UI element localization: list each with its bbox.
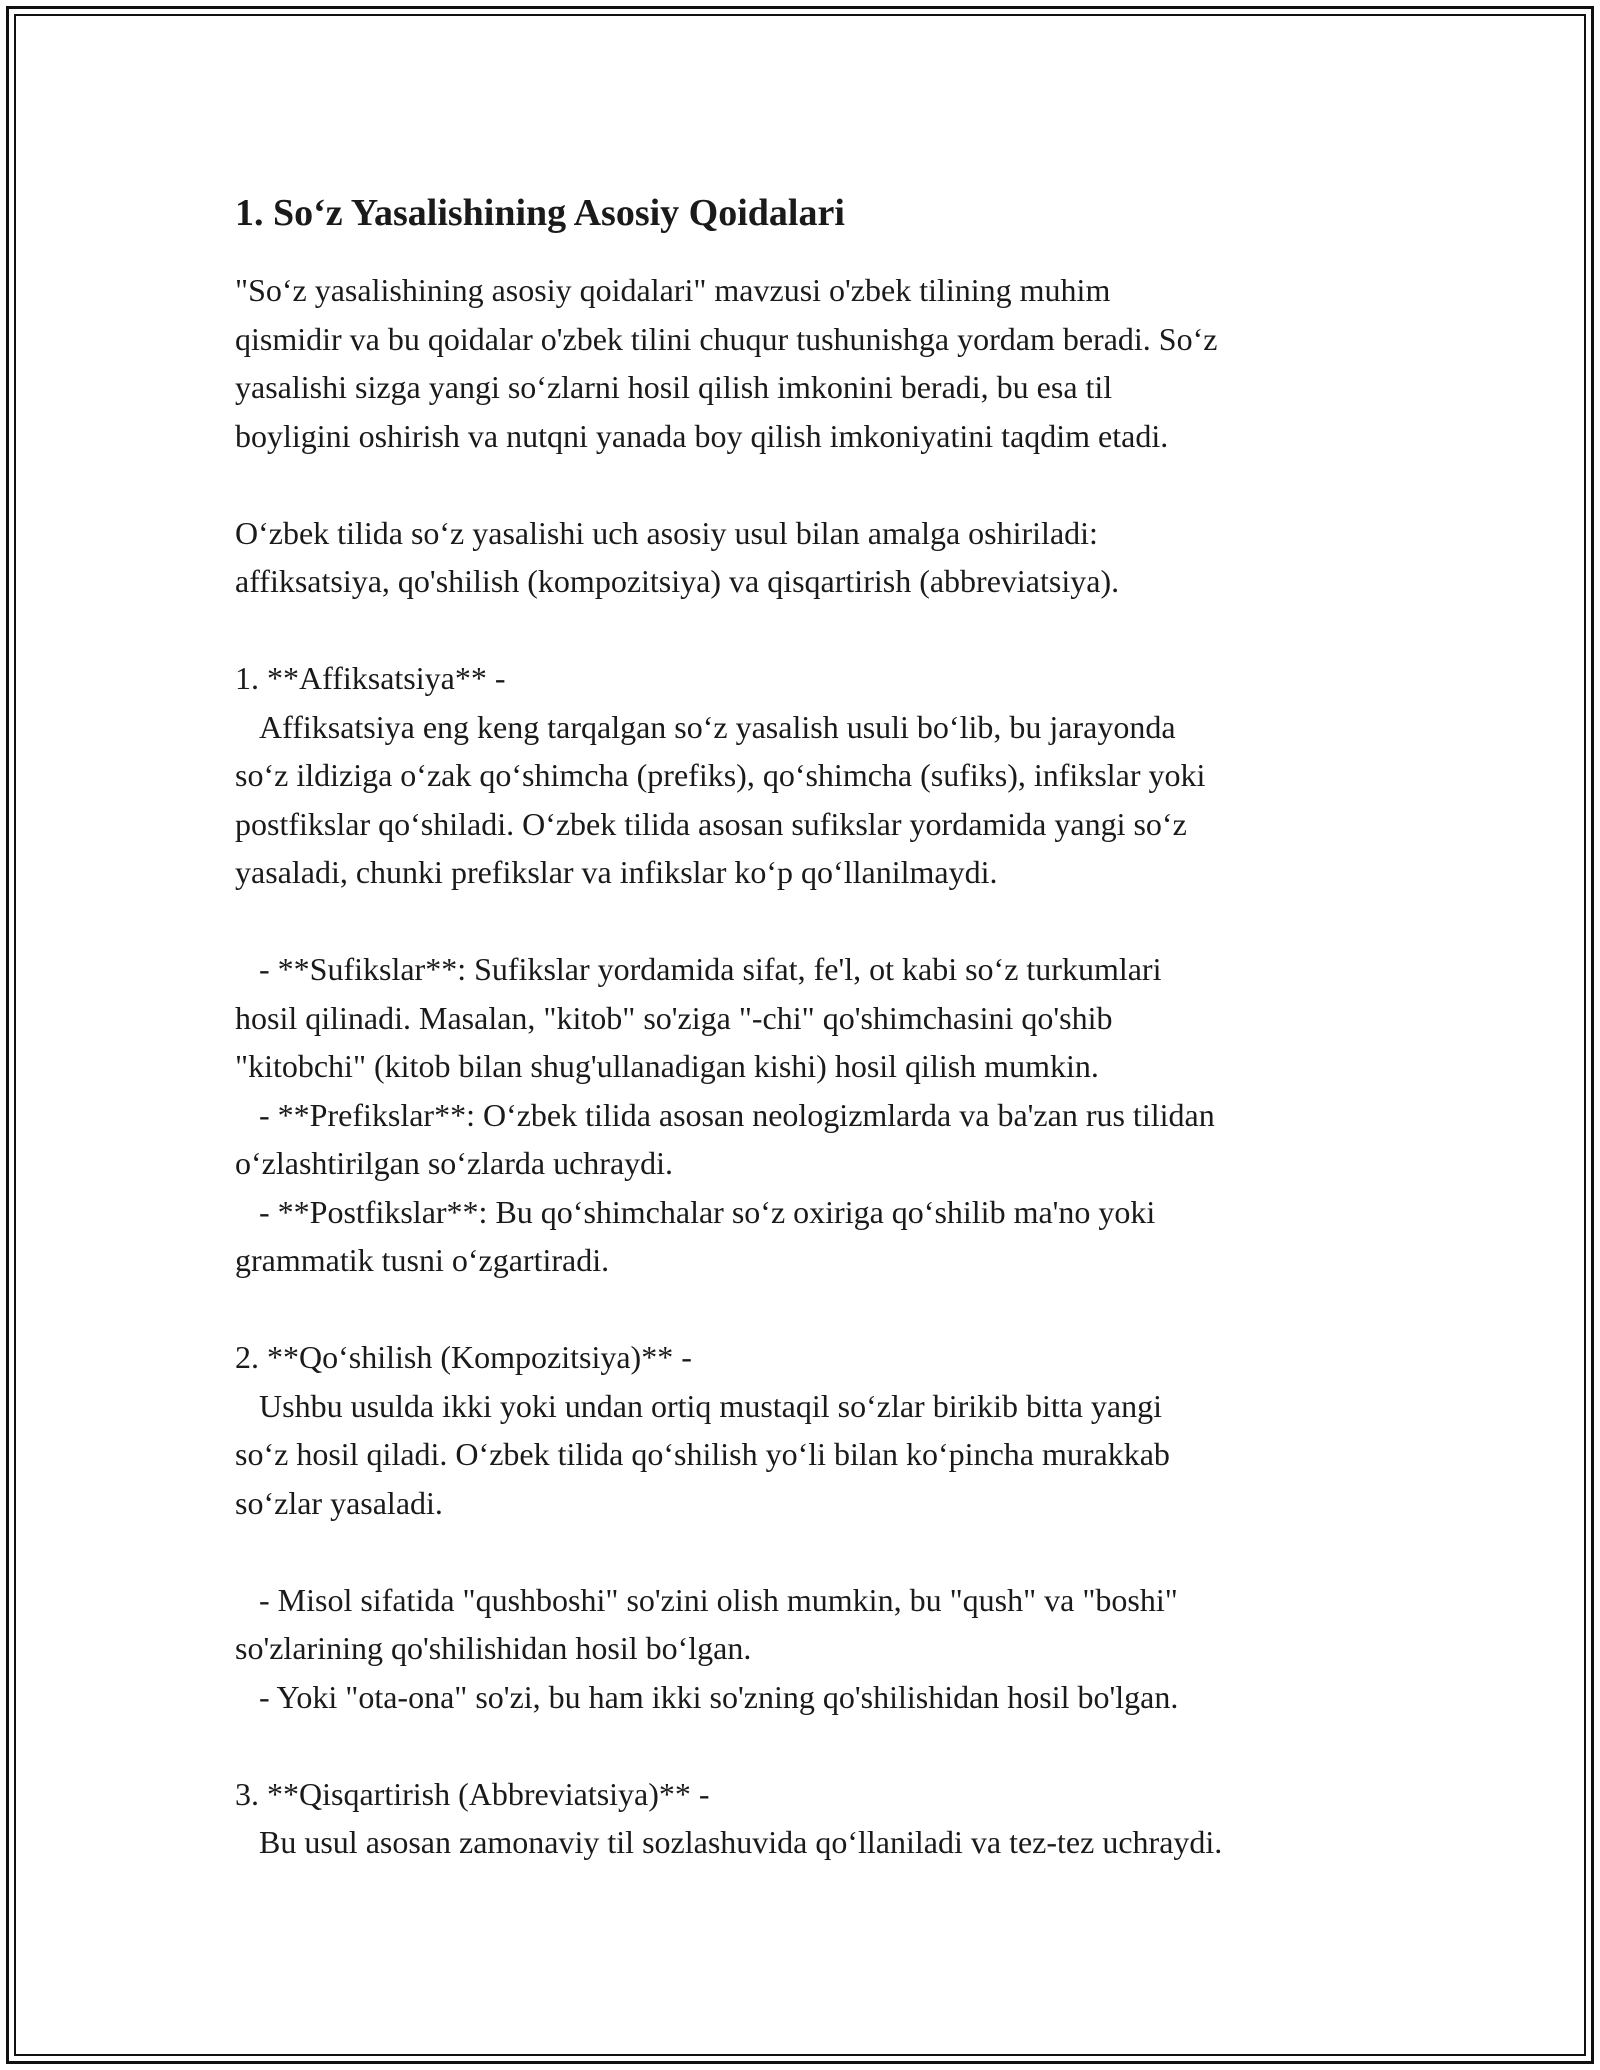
paragraph-intro: "So‘z yasalishining asosiy qoidalari" mavzusi o'zbek tilining muhim qismidir va bu qoidalar o'zbek tilini chuqur tushunishga yordam beradi. So‘z yasalishi sizga yangi so‘zlarni hosil qilish imkonini beradi, bu esa til boyligini oshirish va nutqni yanada boy qilish imkoniyatini taqdim etadi.	[235, 272, 1218, 454]
paragraph-affix-types: - **Sufikslar**: Sufikslar yordamida sifat, fe'l, ot kabi so‘z turkumlari hosil qilinadi. Masalan, "kitob" so'ziga "-chi" qo'shimchasini qo'shib "kitobchi" (kitob bilan shug'ullanadigan kishi) hosil qilish mumkin. - **Prefikslar**: O‘zbek tilida asosan neologizmlarda va ba'zan rus tilidan o‘zlashtirilgan so‘zlarda uchraydi. - **Postfikslar**: Bu qo‘shimchalar so‘z oxiriga qo‘shilib ma'no yoki grammatik tusni o‘zgartiradi.	[235, 951, 1215, 1278]
document-body	[235, 186, 1395, 1867]
document-title: 1. So‘z Yasalishining Asosiy Qoidalari	[235, 192, 845, 234]
paragraph-qisqartirish: 3. **Qisqartirish (Abbreviatsiya)** - Bu usul asosan zamonaviy til sozlashuvida qo‘llaniladi va tez-tez uchraydi.	[235, 1775, 1223, 1860]
paragraph-qoshilish-examples: - Misol sifatida "qushboshi" so'zini olish mumkin, bu "qush" va "boshi" so'zlarining qo'shilishidan hosil bo‘lgan. - Yoki "ota-ona" so'zi, bu ham ikki so'zning qo'shilishidan hosil bo'lgan.	[235, 1581, 1179, 1715]
paragraph-affiksatsiya: 1. **Affiksatsiya** - Affiksatsiya eng keng tarqalgan so‘z yasalish usuli bo‘lib, bu jarayonda so‘z ildiziga o‘zak qo‘shimcha (prefiks), qo‘shimcha (sufiks), infikslar yoki postfikslar qo‘shiladi. O‘zbek tilida asosan sufikslar yordamida yangi so‘z yasaladi, chunki prefikslar va infikslar ko‘p qo‘llanilmaydi.	[235, 660, 1206, 890]
paragraph-methods: O‘zbek tilida so‘z yasalishi uch asosiy usul bilan amalga oshiriladi: affiksatsiya, qo'shilish (kompozitsiya) va qisqartirish (abbreviatsiya).	[235, 514, 1120, 599]
paragraph-qoshilish: 2. **Qo‘shilish (Kompozitsiya)** - Ushbu usulda ikki yoki undan ortiq mustaqil so‘zlar birikib bitta yangi so‘z hosil qiladi. O‘zbek tilida qo‘shilish yo‘li bilan ko‘pincha murakkab so‘zlar yasaladi.	[235, 1339, 1170, 1521]
